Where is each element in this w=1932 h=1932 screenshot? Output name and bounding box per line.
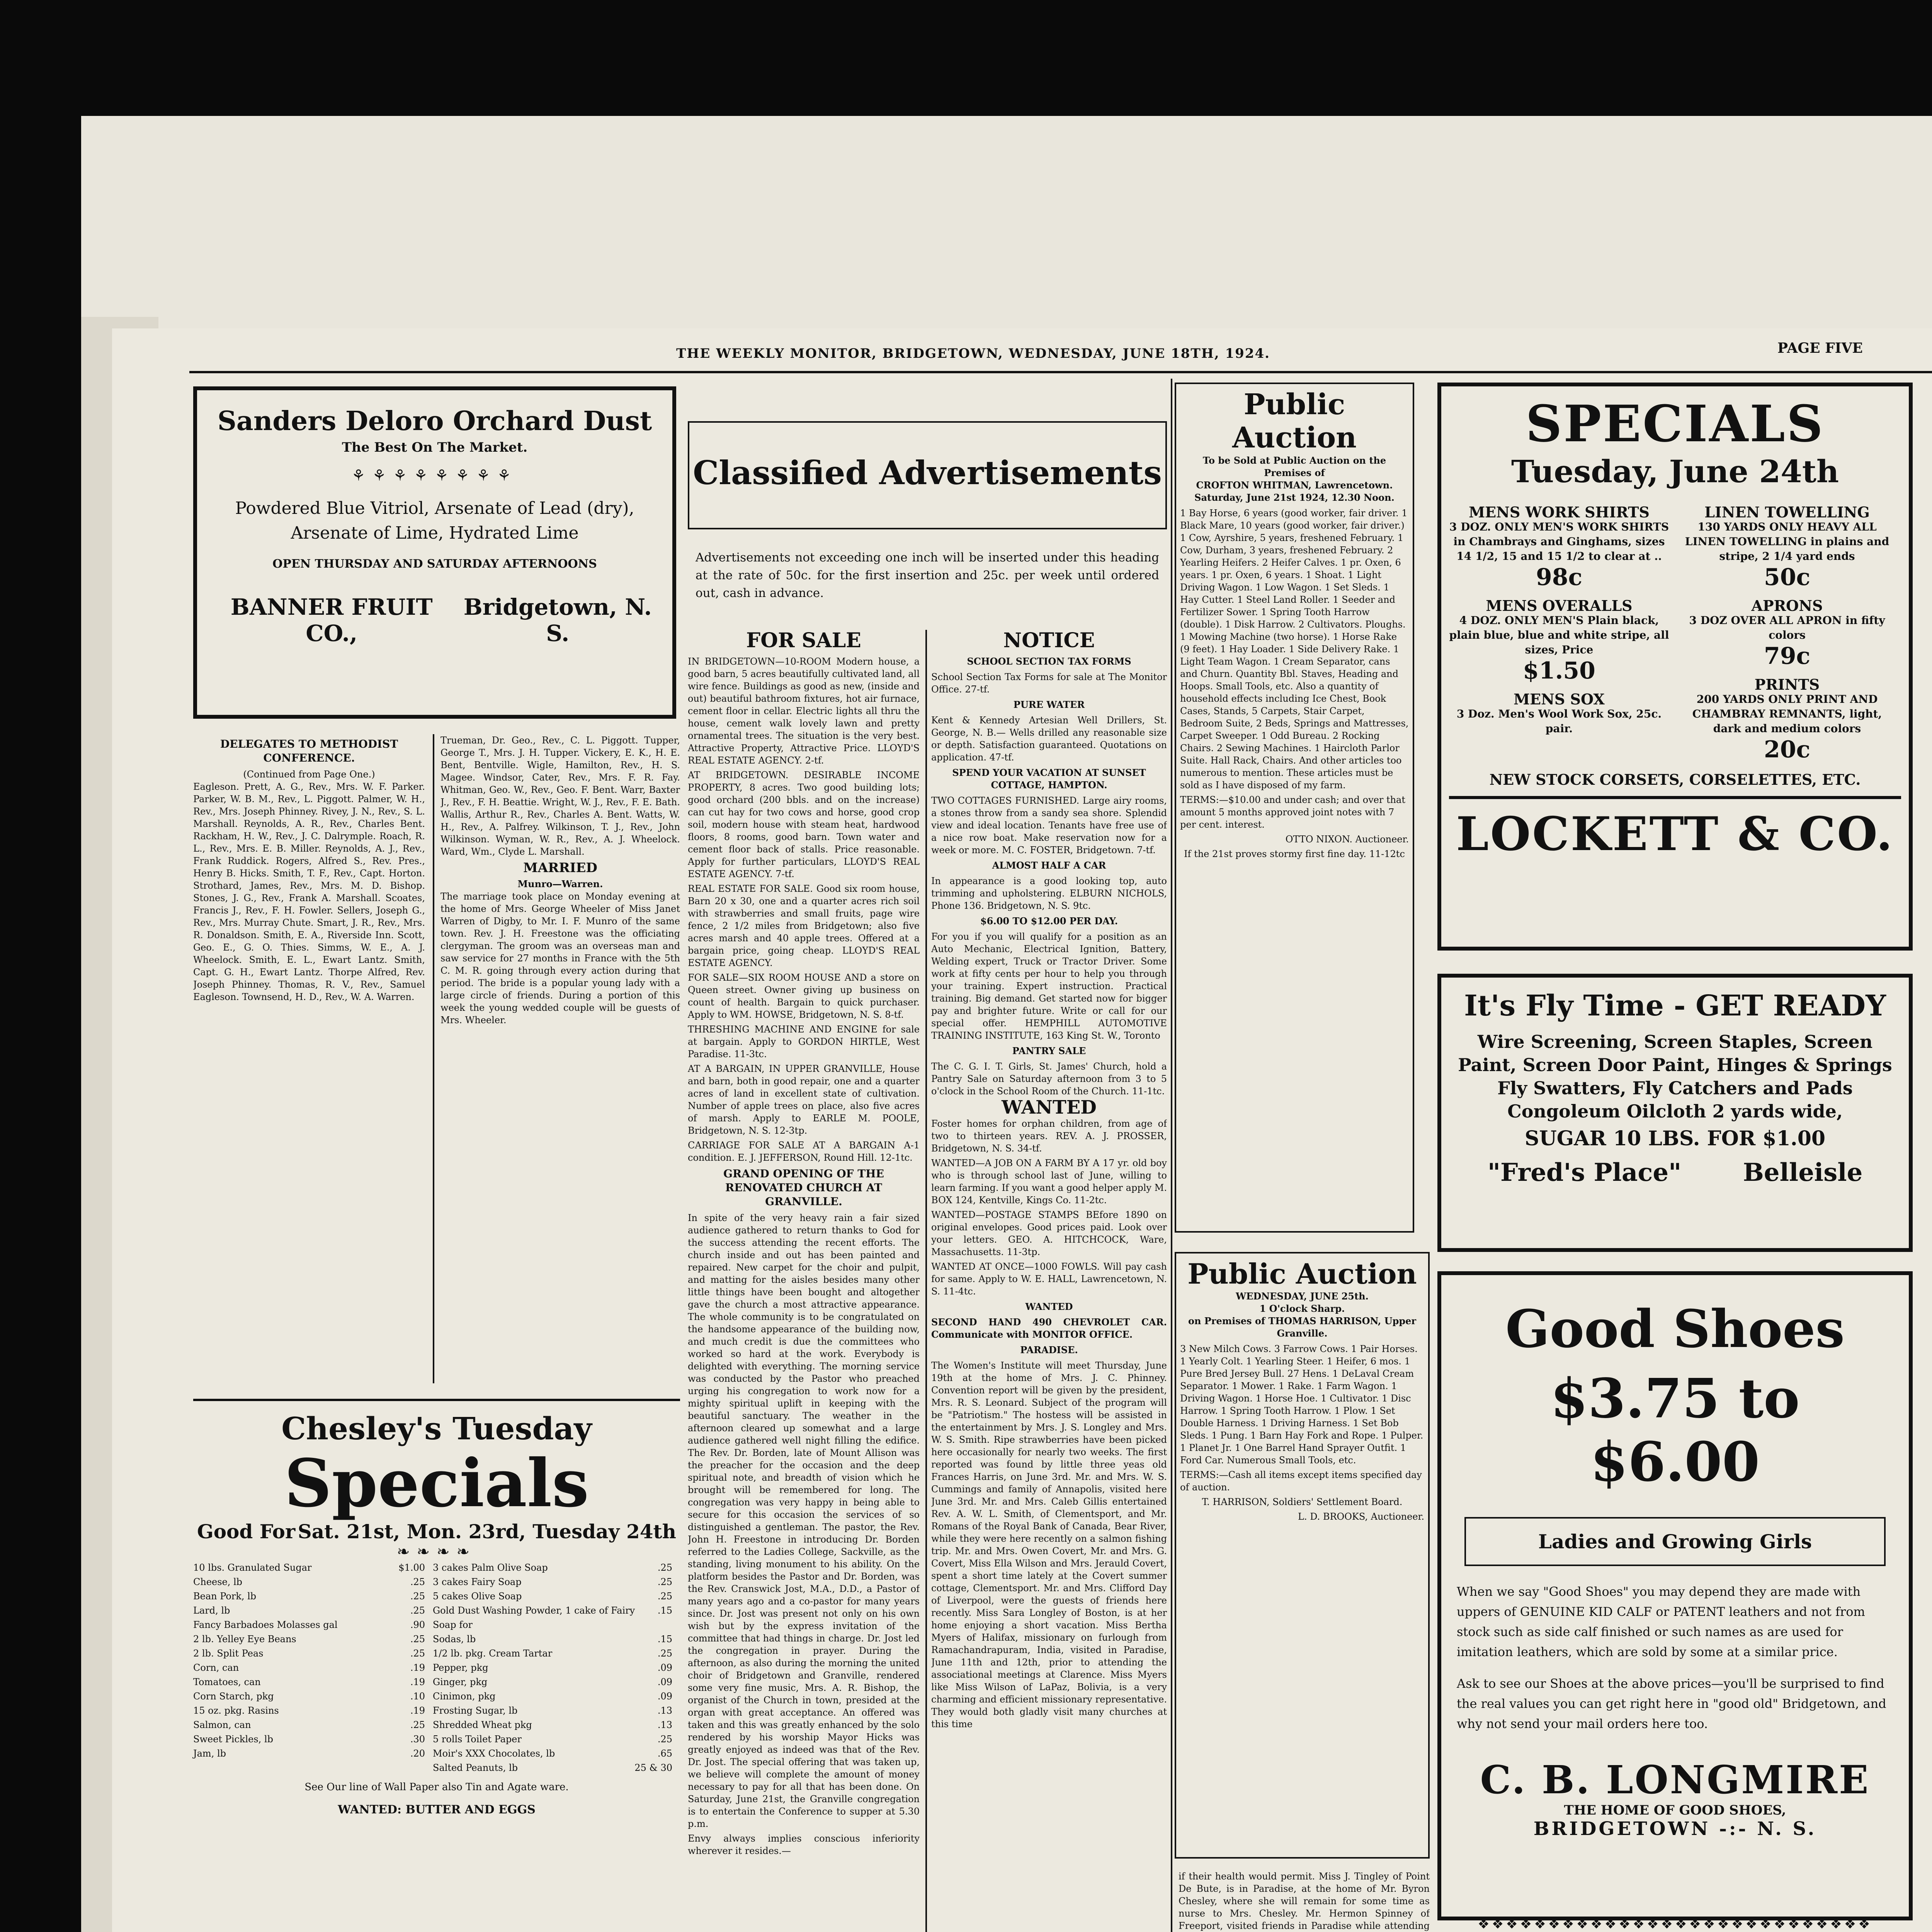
price-row — [433, 1732, 672, 1747]
chesley-dates: Sat. 21st, Mon. 23rd, Tuesday 24th — [298, 1520, 676, 1543]
item-name: Ginger, pkg — [433, 1677, 488, 1687]
item-price: .25 — [657, 1562, 672, 1573]
auction1-terms: TERMS:—$10.00 and under cash; and over that amount 5 months approved joint notes with 7 per cent. interest. — [1180, 794, 1406, 830]
towel-head: LINEN TOWELLING — [1704, 503, 1870, 521]
price-row — [433, 1604, 672, 1632]
sanders-company: BANNER FRUIT CO., — [230, 594, 433, 646]
item-price: .30 — [410, 1734, 425, 1745]
column-divider — [925, 630, 927, 1932]
item-name: 1/2 lb. pkg. Cream Tartar — [433, 1648, 553, 1659]
fly-ad — [1437, 974, 1913, 1252]
price-row — [193, 1732, 425, 1747]
item-price: .25 — [657, 1648, 672, 1659]
married-sub: Munro—Warren. — [517, 878, 603, 889]
auction2-seller: T. HARRISON, Soldiers' Settlement Board. — [1202, 1497, 1403, 1507]
towel-text: 130 YARDS ONLY HEAVY ALL LINEN TOWELLING in plains and stripe, 2 1/4 yard ends — [1685, 520, 1889, 563]
item-name: 10 lbs. Granulated Sugar — [193, 1562, 312, 1573]
auction1-sub: To be Sold at Public Auction on the Premises of — [1202, 455, 1386, 478]
for-sale-item: IN BRIDGETOWN—10-ROOM Modern house, a good barn, 5 acres beautifully cultivated land, all wire fence. Buildings as good as new, (inside and out) beautiful bathroom fixtures, hot air furnace, cement floor in cellar. Electric lights all thru the house, cement walk lovely lawn and pretty ornamental trees. The situation is the very best. Attractive Property, Attractive Price. LLOYD'S REAL ESTATE AGENCY. 2-tf. — [688, 656, 920, 766]
price-row — [433, 1632, 672, 1646]
auction1-box — [1175, 383, 1414, 1233]
price-row — [433, 1718, 672, 1732]
wage-text: For you if you will qualify for a position as an Auto Mechanic, Electrical Ignition, Battery, Welding expert, Truck or Tractor Driver. Some work at fifty cents per hour to help you through your training. Expert instruction. Practical training. Big demand. Get started now for bigger pay and brighter future. Write or call for our special offer. HEMPHILL AUTOMOTIVE TRAINING INSTITUTE, 163 King St. W., Toronto — [931, 931, 1167, 1041]
lockett-date: Tuesday, June 24th — [1511, 453, 1839, 490]
classified-intro: Advertisements not exceeding one inch will be inserted under this heading at the rate of 50c. for the first insertion and 25c. per week until ordered out, cash in advance. — [696, 551, 1159, 600]
delegates-text-right: Trueman, Dr. Geo., Rev., C. L. Piggott. Tupper, George T., Mrs. J. H. Tupper. Vickery, E. K., H. E. Bent, Bentville. Wigle, Hamilton, Rev., H. S. Magee. Windsor, Cater, Rev., Mrs. F. R. Fay. Whitman, Geo. W., Rev., Geo. F. Bent. Warr, Baxter J., Rev., F. H. Beattie. Wright, W. J., Rev., F. E. Bath. Wallis, Arthur R., Rev., Charles A. Bent. Watts, W. H., Rev., A. Palfrey. Wilkinson, T. J., Rev., John Wilkinson. Wyman, W. R., Rev., A. J. Wheelock. Ward, Wm., Clyde L. Marshall. — [440, 735, 680, 857]
price-row — [433, 1761, 672, 1775]
auction2-time: 1 O'clock Sharp. — [1259, 1303, 1345, 1314]
price-row — [433, 1575, 672, 1589]
auction1-title: Public Auction — [1232, 388, 1357, 454]
sanders-subtitle: The Best On The Market. — [342, 440, 528, 455]
fly-sugar: SUGAR 10 LBS. FOR $1.00 — [1524, 1127, 1826, 1150]
price-row — [433, 1675, 672, 1689]
price-row — [193, 1575, 425, 1589]
chesley-ad — [193, 1403, 680, 1932]
price-row — [193, 1646, 425, 1661]
sanders-products: Powdered Blue Vitriol, Arsenate of Lead (dry), Arsenate of Lime, Hydrated Lime — [235, 498, 634, 543]
column4-text — [1179, 1870, 1430, 1932]
overalls-price: $1.50 — [1523, 657, 1595, 684]
item-name: Moir's XXX Chocolates, lb — [433, 1748, 555, 1759]
running-title: THE WEEKLY MONITOR, BRIDGETOWN, WEDNESDAY, JUNE 18TH, 1924. — [676, 346, 1270, 361]
for-sale-list — [688, 655, 920, 1164]
item-name: Tomatoes, can — [193, 1677, 261, 1687]
prints-text: 200 YARDS ONLY PRINT AND CHAMBRAY REMNANTS, light, dark and medium colors — [1692, 693, 1882, 735]
chesley-title: Chesley's Tuesday — [281, 1410, 592, 1447]
price-row — [193, 1632, 425, 1646]
pantry-text: The C. G. I. T. Girls, St. James' Church, hold a Pantry Sale on Saturday afternoon from 3 to 5 o'clock in the School Room of the Church. 11-1tc. — [931, 1061, 1167, 1097]
price-row — [193, 1618, 425, 1632]
wanted2-text: SECOND HAND 490 CHEVROLET CAR. Communicate with MONITOR OFFICE. — [931, 1316, 1167, 1340]
water-head: PURE WATER — [1013, 699, 1085, 710]
fly-place: "Fred's Place" — [1487, 1158, 1682, 1187]
lockett-title: SPECIALS — [1526, 394, 1825, 453]
page-number: PAGE FIVE — [1777, 340, 1863, 356]
item-name: Jam, lb — [193, 1748, 226, 1759]
classified-column-left — [688, 630, 920, 1932]
item-price: .19 — [410, 1677, 425, 1687]
lockett-ad — [1437, 383, 1913, 951]
cottage-text: TWO COTTAGES FURNISHED. Large airy rooms, a stones throw from a sandy sea shore. Splendid view and ideal location. Tenants have free use of a nice row boat. Make reservation now for a week or more. M. C. FOSTER, Bridgetown. 7-tf. — [931, 795, 1167, 855]
price-row — [433, 1661, 672, 1675]
sox-text: 3 Doz. Men's Wool Work Sox, 25c. pair. — [1456, 707, 1662, 735]
wanted-item: WANTED—POSTAGE STAMPS BEfore 1890 on original envelopes. Good prices paid. Look over your letters. GEO. A. HITCHCOCK, Ware, Massachusetts. 11-3tp. — [931, 1209, 1167, 1257]
ornament-divider: ❖❖❖❖❖❖❖❖❖❖❖❖❖❖❖❖❖❖❖❖❖❖❖❖❖❖❖❖ — [1478, 1917, 1872, 1932]
chesley-note: See Our line of Wall Paper also Tin and Agate ware. — [304, 1781, 569, 1793]
car-text: In appearance is a good looking top, auto trimming and upholstering. ELBURN NICHOLS, Phone 136. Bridgetown, N. S. 9tc. — [931, 876, 1167, 911]
for-sale-item: AT A BARGAIN, IN UPPER GRANVILLE, House and barn, both in good repair, one and a quarter acres of land in excellent state of cultivation. Number of apple trees on place, also five acres of marsh. Apply to EARLE M. POOLE, Bridgetown, N. S. 12-3tp. — [688, 1063, 920, 1136]
sanders-hours: OPEN THURSDAY AND SATURDAY AFTERNOONS — [272, 557, 597, 571]
price-row — [433, 1747, 672, 1761]
overalls-head: MENS OVERALLS — [1486, 597, 1633, 614]
item-price: .10 — [410, 1691, 425, 1702]
item-name: Corn, can — [193, 1662, 239, 1673]
item-name: Lard, lb — [193, 1605, 230, 1616]
aprons-head: APRONS — [1751, 597, 1823, 614]
auction2-title: Public Auction — [1187, 1257, 1417, 1290]
pantry-head: PANTRY SALE — [1012, 1045, 1086, 1056]
item-name: Gold Dust Washing Powder, 1 cake of Fairy Soap for — [433, 1605, 635, 1630]
item-price: .65 — [657, 1748, 672, 1759]
shoes-merchant: C. B. LONGMIRE — [1480, 1757, 1870, 1803]
envy-text: Envy always implies conscious inferiority wherever it resides.— — [688, 1833, 920, 1856]
auction1-owner: CROFTON WHITMAN, Lawrencetown. — [1196, 480, 1393, 491]
item-name: Sweet Pickles, lb — [193, 1734, 273, 1745]
item-price: $1.00 — [398, 1562, 425, 1573]
header-rule — [189, 371, 1932, 373]
item-name: Corn Starch, pkg — [193, 1691, 274, 1702]
item-price: .09 — [657, 1677, 672, 1687]
item-price: .25 — [657, 1591, 672, 1602]
item-price: .19 — [410, 1662, 425, 1673]
church-head: GRAND OPENING OF THE RENOVATED CHURCH AT GRANVILLE. — [723, 1167, 884, 1208]
item-price: 25 & 30 — [634, 1762, 672, 1773]
price-row — [433, 1646, 672, 1661]
item-price: .09 — [657, 1691, 672, 1702]
auction2-premises: on Premises of THOMAS HARRISON, Upper Granville. — [1188, 1315, 1417, 1339]
school-text: School Section Tax Forms for sale at The Monitor Office. 27-tf. — [931, 672, 1167, 695]
price-row — [193, 1718, 425, 1732]
shoes-town: BRIDGETOWN -:- N. S. — [1533, 1818, 1817, 1840]
for-sale-item: CARRIAGE FOR SALE AT A BARGAIN A-1 condition. E. J. JEFFERSON, Round Hill. 12-1tc. — [688, 1140, 920, 1163]
for-sale-head: FOR SALE — [746, 630, 861, 652]
item-name: 15 oz. pkg. Rasins — [193, 1705, 279, 1716]
shirts-head: MENS WORK SHIRTS — [1469, 503, 1650, 521]
lockett-company: LOCKETT & CO. — [1456, 807, 1894, 861]
item-name: Salmon, can — [193, 1719, 251, 1730]
auction1-items: 1 Bay Horse, 6 years (good worker, fair driver. 1 Black Mare, 10 years (good worker, fair driver.) 1 Cow, Ayrshire, 5 years, freshened February. 1 Cow, Durham, 3 years, freshened February. 2 Yearling Heifers. 2 Heifer Calves. 1 pr. Oxen, 6 years. 1 pr. Oxen, 6 years. 1 Shoat. 1 Light Driving Wagon. 1 Low Wagon. 1 Set Sleds. 1 Hay Cutter. 1 Steel Land Roller. 1 Seeder and Fertilizer Sower. 1 Spring Tooth Harrow (double). 1 Disk Harrow. 2 Cultivators. Ploughs. 1 Mowing Machine (two horse). 1 Horse Rake (9 feet). 1 Hay Loader. 1 Side Delivery Rake. 1 Light Team Wagon. 1 Cream Separator, cans and Churn. Quantity Bbl. Staves, Heading and Hoops. Small Tools, etc. Also a quantity of household effects including Ice Chest, Book Cases, Stands, 5 Carpets, Stair Carpet, Bedroom Suite, 2 Beds, Springs and Mattresses, Carpet Sweeper. 1 Odd Bureau. 2 Rocking Chairs. 2 Sewing Machines. 1 Haircloth Parlor Suite. Hall Rack, Chairs. And other articles too numerous to mention. These articles must be sold as I have disposed of my farm. — [1180, 508, 1409, 791]
sox-head: MENS SOX — [1514, 690, 1605, 708]
item-name: Fancy Barbadoes Molasses gal — [193, 1619, 338, 1630]
fly-town: Belleisle — [1743, 1158, 1863, 1187]
column-divider — [433, 734, 434, 1383]
item-name: Pepper, pkg — [433, 1662, 488, 1673]
classified-column-right — [931, 630, 1167, 1932]
shirts-price: 98c — [1536, 564, 1583, 591]
wanted-item: WANTED—A JOB ON A FARM BY A 17 yr. old boy who is through school last of June, willing to learn farming. If you want a good helper apply M. BOX 124, Kentville, Kings Co. 11-2tc. — [931, 1158, 1167, 1206]
auction2-auctioneer: L. D. BROOKS, Auctioneer. — [1298, 1511, 1424, 1522]
auction2-terms: TERMS:—Cash all items except items specified day of auction. — [1180, 1469, 1422, 1493]
overalls-text: 4 DOZ. ONLY MEN'S Plain black, plain blue, blue and white stripe, all sizes, Price — [1449, 614, 1669, 656]
wanted-item: Foster homes for orphan children, from age of two to thirteen years. REV. A. J. PROSSER, Bridgetown, N. S. 34-tf. — [931, 1118, 1167, 1154]
notice-head: NOTICE — [1003, 630, 1095, 652]
item-price: .20 — [410, 1748, 425, 1759]
church-text: In spite of the very heavy rain a fair sized audience gathered to return thanks to God for the success attending the recent efforts. The church inside and out has been painted and repaired. New carpet for the choir and pulpit, and matting for the aisles besides many other little things have been bought and altogether gave the church a most attractive appearance. The whole community is to be congratulated on the handsome appearance of the building now, and much credit is due the committees who worked so hard at the work. Everybody is delighted with everything. The morning service was conducted by the Pastor who preached urging his congregation to work now for a mighty spiritual uplift in keeping with the beautiful sanctuary. The weather in the afternoon cleared up somewhat and a large audience gathered well night filling the edifice. The Rev. Dr. Borden, late of Mount Allison was the preacher for the occasion and the deep spiritual note, and breadth of vision which he brought will be remembered for long. The congregation was very happy in being able to secure for this occasion the services of so distinguished a gentleman. The pastor, the Rev. John H. Freestone in introducing Dr. Borden referred to the Ladies College, Sackville, as the standing, living monument to his ability. On the platform besides the Pastor and Dr. Borden, was the Rev. Cranswick Jost, M.A., D.D., a Pastor of many years ago and a co-pastor for many years since. Dr. Jost was present not only on his own wish but by the express invitation of the committee that had things in charge. Dr. Jost led the congregation in prayer. During the afternoon, as also during the morning the united choir of Bridgetown and Granville, rendered some very fine music, Mrs. A. R. Bishop, the organist of the Church in town, presided at the organ with great acceptance. An offered was taken and this was greatly enhanced by the solo rendered by his worship Mayor Hicks was greatly enjoyed as indeed was that of the Rev. Dr. Jost. The special offering that was taken up, we believe will complete the amount of money necessary to pay for all that has been done. On Saturday, June 21st, the Granville congregation is to entertain the Conference to supper at 5.30 p.m. — [688, 1213, 920, 1829]
item-price: .09 — [657, 1662, 672, 1673]
item-price: .13 — [657, 1705, 672, 1716]
chesley-items-right — [433, 1561, 672, 1775]
item-name: 2 lb. Split Peas — [193, 1648, 264, 1659]
item-price: .15 — [657, 1634, 672, 1645]
price-row — [193, 1704, 425, 1718]
item-name: Shredded Wheat pkg — [433, 1719, 532, 1730]
shoes-ask: Ask to see our Shoes at the above prices—you'll be surprised to find the real values you can get right here in "good old" Bridgetown, and why not send your mail orders here too. — [1457, 1676, 1886, 1731]
item-name: Bean Pork, lb — [193, 1591, 257, 1602]
item-name: Sodas, lb — [433, 1634, 476, 1645]
wanted2-head: WANTED — [1025, 1301, 1073, 1312]
wanted-list — [931, 1117, 1167, 1298]
shoes-ad — [1437, 1271, 1913, 1920]
item-price: .25 — [410, 1648, 425, 1659]
auction2-date: WEDNESDAY, JUNE 25th. — [1236, 1291, 1369, 1302]
item-price: .25 — [657, 1734, 672, 1745]
item-price: .13 — [657, 1719, 672, 1730]
item-price: .25 — [657, 1577, 672, 1587]
chesley-wanted: WANTED: BUTTER AND EGGS — [338, 1803, 536, 1816]
shoes-who: Ladies and Growing Girls — [1464, 1517, 1886, 1566]
shoes-price: $3.75 to $6.00 — [1550, 1367, 1800, 1494]
chesley-big: Specials — [284, 1445, 589, 1522]
chesley-good-for: Good For — [197, 1520, 296, 1543]
corsets-text: NEW STOCK CORSETS, CORSELETTES, ETC. — [1489, 771, 1861, 788]
price-row — [433, 1589, 672, 1604]
paradise-text: The Women's Institute will meet Thursday, June 19th at the home of Mrs. J. C. Phinney. Convention report will be given by the president, Mrs. R. S. Leonard. Subject of the program will be "Patriotism." The hostess will be assisted in the entertainment by Mrs. J. S. Longley and Mrs. W. S. Smith. Ripe strawberries have been picked here occasionally for nearly two weeks. The first reported was found by little three yeas old Frances Harris, on June 3rd. Mr. and Mrs. W. S. Cummings and family of Annapolis, visited here June 3rd. Mr. and Mrs. Caleb Gillis entertained Rev. A. W. L. Smith, of Clementsport, and Mr. Romans of the Royal Bank of Canada, Bear River, while they were here recently on a salmon fishing trip. Mr. and Mrs. Owen Covert, Mr. and Mrs. G. Covert, Miss Ella Wilson and Mrs. Jerauld Covert, spent a short time lately at the Covert summer cottage, Clementsport. Mr. and Mrs. Clifford Day of Liverpool, were the guests of friends here recently. Miss Sara Longley of Boston, is at her home enjoying a short vacation. Miss Bertha Myers of Halifax, missionary on furlough from Ramachandrapuram, India, visited in Paradise, June 11th and 12th, prior to attending the associational meetings at Clarence. Miss Myers like Miss Wilson of LaPaz, Bolivia, is a very charming and efficient missionary representative. They would both gladly visit many churches at this time — [931, 1360, 1167, 1730]
shoes-text: When we say "Good Shoes" you may depend they are made with uppers of GENUINE KID CALF or PATENT leathers and not from stock such as side calf finished or such names as are used for imitation leathers, which are sold by some at a similar price. — [1457, 1584, 1865, 1659]
item-price: .25 — [410, 1591, 425, 1602]
item-price: .90 — [410, 1619, 425, 1630]
prints-price: 20c — [1764, 736, 1811, 763]
shoes-tag: THE HOME OF GOOD SHOES, — [1564, 1803, 1786, 1818]
price-row — [193, 1689, 425, 1704]
price-row — [193, 1589, 425, 1604]
price-row — [433, 1689, 672, 1704]
item-price: .19 — [410, 1705, 425, 1716]
married-head: MARRIED — [523, 860, 597, 876]
column4-continued: if their health would permit. Miss J. Tingley of Point De Bute, is in Paradise, at the home of Mr. Byron Chesley, where she will remain for some time as nurse to Mrs. Chesley. Mr. Hermon Spinney of Freeport, visited friends in Paradise while attending — [1179, 1871, 1430, 1931]
auction2-box — [1175, 1252, 1430, 1859]
auction1-date: Saturday, June 21st 1924, 12.30 Noon. — [1194, 492, 1395, 503]
classified-title: Classified Advertisements — [693, 454, 1162, 492]
delegates-column-left — [193, 734, 425, 1391]
delegates-column-right — [440, 734, 680, 1391]
wanted-head: WANTED — [1002, 1097, 1097, 1118]
item-price: .25 — [410, 1577, 425, 1587]
for-sale-item: THRESHING MACHINE AND ENGINE for sale at bargain. Apply to GORDON HIRTLE, West Paradise. 11-3tc. — [688, 1024, 920, 1060]
price-row — [193, 1661, 425, 1675]
column-divider — [1171, 379, 1172, 1932]
fly-line2: Fly Swatters, Fly Catchers and Pads — [1497, 1078, 1853, 1099]
price-row — [193, 1747, 425, 1761]
item-price: .25 — [410, 1605, 425, 1616]
shirts-text: 3 DOZ. ONLY MEN'S WORK SHIRTS in Chambrays and Ginghams, sizes 14 1/2, 15 and 15 1/2 to clear at .. — [1449, 520, 1669, 563]
price-row — [433, 1704, 672, 1718]
item-name: Cheese, lb — [193, 1577, 243, 1587]
wanted-item: WANTED AT ONCE—1000 FOWLS. Will pay cash for same. Apply to W. E. HALL, Lawrencetown, N. S. 11-4tc. — [931, 1261, 1167, 1297]
price-row — [193, 1561, 425, 1575]
auction1-auctioneer: OTTO NIXON. Auctioneer. — [1285, 834, 1409, 845]
price-row — [193, 1604, 425, 1618]
for-sale-item: REAL ESTATE FOR SALE. Good six room house, Barn 20 x 30, one and a quarter acres rich soil with strawberries and small fruits, page wire fence, 2 1/2 miles from Bridgetown; also five acres marsh and 40 apple trees. Offered at a bargain price, going cheap. LLOYD'S REAL ESTATE AGENCY. — [688, 883, 920, 968]
item-name: Salted Peanuts, lb — [433, 1762, 518, 1773]
fly-line3: Congoleum Oilcloth 2 yards wide, — [1507, 1101, 1843, 1122]
delegates-title: DELEGATES TO METHODIST CONFERENCE. — [220, 738, 398, 764]
item-price: .15 — [657, 1605, 672, 1616]
school-head: SCHOOL SECTION TAX FORMS — [967, 656, 1131, 667]
married-text: The marriage took place on Monday evening at the home of Mrs. George Wheeler of Miss Janet Warren of Digby, to Mr. I. F. Munro of the same town. Rev. J. H. Freestone was the officiating clergyman. The groom was an overseas man and saw service for 27 months in France with the 5th C. M. R. going through every action during that period. The bride is a popular young lady with a large circle of friends. During a portion of this week the young wedded couple will be guests of Mrs. Wheeler. — [440, 891, 680, 1026]
item-name: 3 cakes Fairy Soap — [433, 1577, 522, 1587]
shoes-title: Good Shoes — [1505, 1298, 1845, 1359]
delegates-text-left: Eagleson. Prett, A. G., Rev., Mrs. W. F. Parker. Parker, W. B. M., Rev., L. Piggott. Palmer, W. H., Rev., Mrs. Joseph Phinney. Rivey, J. N., Rev., S. L. Marshall. Reynolds, A. R., Rev., Charles Bent. Rackham, H. W., Rev., J. C. Dalrymple. Roach, R. L., Rev., Mrs. E. B. Miller. Reynolds, A. J., Rev., Frank Ruddick. Rogers, Alfred S., Rev. Pres., Henry B. Hicks. Smith, T. F., Rev., Capt. Horton. Strothard, James, Rev., Mrs. M. D. Bishop. Stones, J. G., Rev., Frank A. Marshall. Scoates, Francis J., Rev., F. H. Fowler. Sellers, Joseph G., Rev., Mrs. Murray Chute. Smart, J. R., Rev., Mrs. R. Donaldson. Smith, E. A., Riverside Inn. Scott, Geo. E., G. O. Thies. Simms, W. E., A. J. Wheelock. Smith, E. L., Ewart Lantz. Smith, Capt. G. H., Ewart Lantz. Thorpe Alfred, Rev. Joseph Phinney. Thomas, R. V., Rev., Samuel Eagleson. Townsend, H. D., Rev., W. A. Warren. — [193, 781, 425, 1002]
wage-head: $6.00 TO $12.00 PER DAY. — [980, 915, 1118, 927]
auction2-items: 3 New Milch Cows. 3 Farrow Cows. 1 Pair Horses. 1 Yearly Colt. 1 Yearling Steer. 1 Heifer, 6 mos. 1 Pure Bred Jersey Bull. 27 Hens. 1 DeLaval Cream Separator. 1 Mower. 1 Rake. 1 Farm Wagon. 1 Driving Wagon. 1 Horse Hoe. 1 Cultivator. 1 Disc Harrow. 1 Spring Tooth Harrow. 1 Plow. 1 Set Double Harness. 1 Driving Harness. 1 Set Bob Sleds. 1 Pung. 1 Barn Hay Fork and Rope. 1 Pulper. 1 Planet Jr. 1 One Barrel Hand Sprayer Outfit. 1 Ford Car. Numerous Small Tools, etc. — [1180, 1344, 1423, 1466]
aprons-text: 3 DOZ OVER ALL APRON in fifty colors — [1689, 614, 1885, 641]
item-price: .25 — [410, 1634, 425, 1645]
item-name: Frosting Sugar, lb — [433, 1705, 518, 1716]
section-rule — [1449, 796, 1901, 799]
for-sale-item: FOR SALE—SIX ROOM HOUSE AND a store on Queen street. Owner giving up business on count of health. Bargain to quick purchaser. Apply to WM. HOWSE, Bridgetown, N. S. 8-tf. — [688, 972, 920, 1020]
fly-title: It's Fly Time - GET READY — [1464, 989, 1886, 1022]
item-price: .25 — [410, 1719, 425, 1730]
aprons-price: 79c — [1764, 643, 1811, 670]
chesley-items-left — [193, 1561, 425, 1775]
water-text: Kent & Kennedy Artesian Well Drillers, St. George, N. B.— Wells drilled any reasonable size or depth. Satisfaction guaranteed. Quotations on application. 47-tf. — [931, 715, 1167, 763]
item-name: Cinimon, pkg — [433, 1691, 496, 1702]
paradise-head: PARADISE. — [1020, 1344, 1078, 1355]
cottage-head: SPEND YOUR VACATION AT SUNSET COTTAGE, HAMPTON. — [952, 767, 1146, 791]
car-head: ALMOST HALF A CAR — [992, 860, 1106, 871]
item-name: 5 cakes Olive Soap — [433, 1591, 522, 1602]
sanders-town: Bridgetown, N. S. — [463, 594, 652, 646]
classified-title-box — [688, 421, 1167, 529]
for-sale-item: AT BRIDGETOWN. DESIRABLE INCOME PROPERTY, 8 acres. Two good building lots; good orchard (200 bbls. and on the increase) can cut hay for two cows and horse, good crop soil, modern house with steam heat, hardwood floors, 8 rooms, good barn. Town water and cement floor back of stalls. Price reasonable. Apply for further particulars, LLOYD'S REAL ESTATE AGENCY. 7-tf. — [688, 770, 920, 879]
sanders-title: Sanders Deloro Orchard Dust — [217, 406, 652, 437]
price-row — [433, 1561, 672, 1575]
section-rule — [193, 1399, 680, 1401]
item-name: 5 rolls Toilet Paper — [433, 1734, 522, 1745]
item-name: 2 lb. Yelley Eye Beans — [193, 1634, 296, 1645]
delegates-continued: (Continued from Page One.) — [243, 769, 375, 780]
item-name: 3 cakes Palm Olive Soap — [433, 1562, 548, 1573]
ornament-divider: ⚘⚘⚘⚘⚘⚘⚘⚘ — [351, 467, 518, 485]
sanders-ad — [193, 386, 676, 719]
prints-head: PRINTS — [1754, 676, 1820, 693]
fly-line1: Wire Screening, Screen Staples, Screen Paint, Screen Door Paint, Hinges & Springs — [1458, 1031, 1892, 1075]
ornament-divider: ❧❧❧❧ — [396, 1543, 477, 1561]
auction1-note: If the 21st proves stormy first fine day. 11-12tc — [1184, 849, 1405, 859]
towel-price: 50c — [1764, 564, 1811, 591]
price-row — [193, 1675, 425, 1689]
